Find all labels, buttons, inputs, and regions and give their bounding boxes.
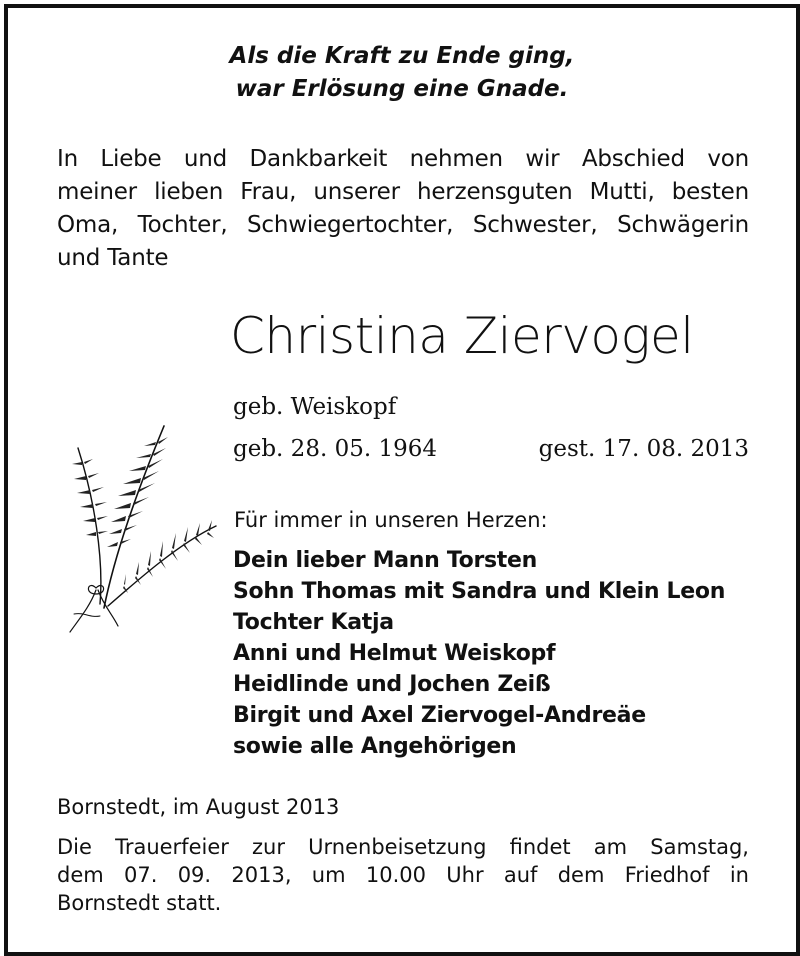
intro-line: Oma, Tochter, Schwiegertochter, Schwester, Schwägerin (57, 212, 749, 238)
place-date: Bornstedt, im August 2013 (57, 795, 340, 819)
motto-line-1: Als die Kraft zu Ende ging, (229, 43, 575, 69)
intro-line: und Tante (57, 245, 169, 271)
mourner-item: sowie alle Angehörigen (233, 734, 517, 759)
mourner-item: Dein lieber Mann Torsten (233, 548, 537, 573)
obituary-content (8, 8, 796, 952)
death-date: gest. 17. 08. 2013 (538, 436, 749, 462)
mourner-item: Sohn Thomas mit Sandra und Klein Leon (233, 579, 726, 604)
funeral-line: Die Trauerfeier zur Urnenbeisetzung findet am Samstag, (57, 835, 749, 859)
motto (8, 40, 796, 106)
motto-line-2: war Erlösung eine Gnade. (235, 76, 569, 102)
life-dates (233, 433, 749, 465)
funeral-notice (57, 833, 749, 917)
mourner-item: Heidlinde und Jochen Zeiß (233, 672, 551, 697)
funeral-line: Bornstedt statt. (57, 891, 222, 915)
mourners-subtitle: Für immer in unseren Herzen: (234, 508, 548, 532)
obituary-frame (4, 4, 800, 956)
mourner-item: Birgit und Axel Ziervogel-Andreäe (233, 703, 646, 728)
birth-date: geb. 28. 05. 1964 (233, 436, 437, 462)
intro-line: In Liebe und Dankbarkeit nehmen wir Abschied von (57, 146, 749, 172)
birth-name: geb. Weiskopf (233, 394, 397, 420)
fern-illustration-icon (60, 418, 220, 643)
mourners-list (233, 545, 725, 762)
intro-text (57, 143, 749, 275)
mourner-item: Anni und Helmut Weiskopf (233, 641, 556, 666)
deceased-name: Christina Ziervogel (230, 307, 694, 365)
funeral-line: dem 07. 09. 2013, um 10.00 Uhr auf dem Friedhof in (57, 863, 749, 887)
mourner-item: Tochter Katja (233, 610, 394, 635)
intro-line: meiner lieben Frau, unserer herzensguten Mutti, besten (57, 179, 749, 205)
